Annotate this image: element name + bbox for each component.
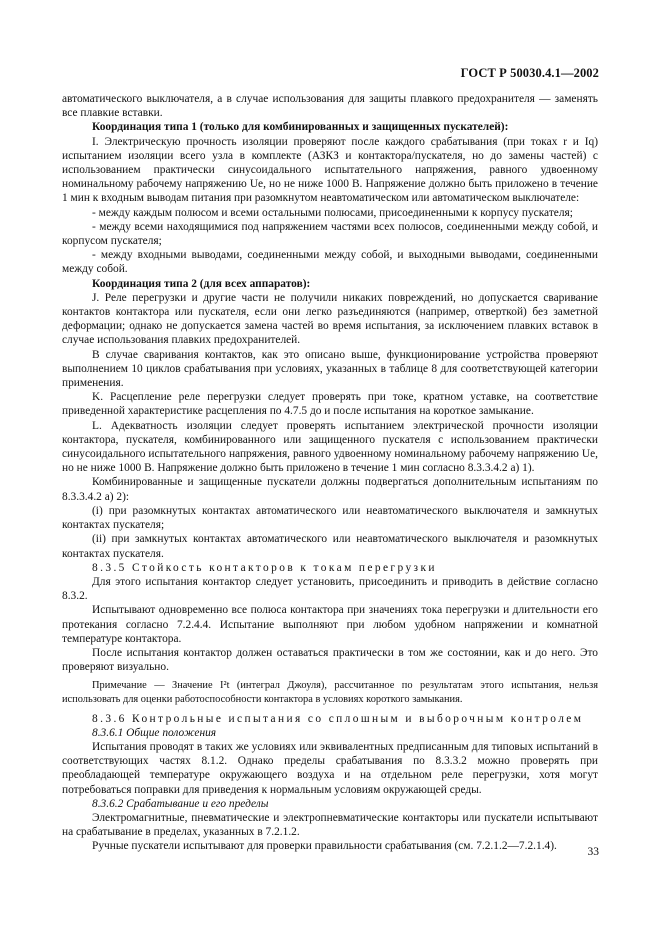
paragraph: I. Электрическую прочность изоляции проверяют после каждого срабатывания (при токах r и Iq) испытанием изоляции всего узла в комплекте (АЗКЗ и контактора/пускателя, но до замены частей) с использованием практически синусоидального испытательного напряжения, равного удвоенному номинальному рабочему напряжению Ue, но не ниже 1000 В. Напряжение должно быть приложено в течение 1 мин к входным выводам питания при разомкнутом неавтоматическом или автоматическом выключателе: <box>62 135 598 205</box>
paragraph: автоматического выключателя, а в случае использования для защиты плавкого предохранителя — заменять все плавкие вставки. <box>62 93 598 120</box>
document-header: ГОСТ Р 50030.4.1—2002 <box>460 66 599 80</box>
paragraph: Для этого испытания контактор следует установить, присоединить и приводить в действие согласно 8.3.2. <box>62 575 598 603</box>
clause-heading: 8.3.6 Контрольные испытания со сплошным и выборочным контролем <box>92 712 584 725</box>
subclause-heading-text: 8.3.6.2 Срабатывание и его пределы <box>92 797 269 810</box>
list-item: - между каждым полюсом и всеми остальными полюсами, присоединенными к корпусу пускателя; <box>92 206 573 219</box>
paragraph: Ручные пускатели испытывают для проверки правильности срабатывания (см. 7.2.1.2—7.2.1.4). <box>92 840 557 853</box>
paragraph: В случае сваривания контактов, как это описано выше, функционирование устройства проверяют выполнением 10 циклов срабатывания при условиях, указанных в таблице 8 для соответствующей категории применения. <box>62 348 598 390</box>
note: Примечание — Значение I²t (интеграл Джоуля), рассчитанное по результатам этого испытания, нельзя использовать для оценки работоспособности контактора в условиях короткого замыкания. <box>62 680 598 705</box>
subclause-heading <box>62 726 598 740</box>
document-body <box>62 92 598 854</box>
section-heading: Координация типа 1 (только для комбинированных и защищенных пускателей): <box>92 121 509 134</box>
paragraph: Электромагнитные, пневматические и электропневматические контакторы или пускатели испытывают на срабатывание в пределах, указанных в 7.2.1.2. <box>62 811 598 839</box>
list-item: - между всеми находящимися под напряжением частями всех полюсов, соединенными между собой, и корпусом пускателя; <box>62 220 598 248</box>
paragraph: J. Реле перегрузки и другие части не получили никаких повреждений, но допускается сваривание контактов контактора или пускателя, если они легко разъединяются (например, отверткой) без заметной деформации; однако не допускается замена частей во время испытания, за исключением плавких вставок в случае использования плавких предохранителей. <box>62 291 598 347</box>
clause-heading: 8.3.5 Стойкость контакторов к токам перегрузки <box>92 561 437 574</box>
paragraph: L. Адекватность изоляции следует проверять испытанием электрической прочности изоляции контактора, пускателя, комбинированного или защищенного пускателя с использованием практически синусоидального испытательного напряжения, равного удвоенному номинальному рабочему напряжению Ue, но не ниже 1000 В. Напряжение должно быть приложено в течение 1 мин согласно 8.3.3.4.2 а) 1). <box>62 419 598 475</box>
paragraph: Испытания проводят в таких же условиях или эквивалентных предписанным для типовых испытаний в соответствующих частях 8.1.2. Однако пределы срабатывания по 8.3.3.2 можно проверять при преобладающей температуре окружающего воздуха и на отдельном реле перегрузки, хотя могут потребоваться поправки для приведения к нормальным условиям окружающей среды. <box>62 740 598 796</box>
paragraph: Испытывают одновременно все полюса контактора при значениях тока перегрузки и длительности его протекания согласно 7.2.4.4. Испытание выполняют при любом удобном напряжении и комнатной температуре контактора. <box>62 604 598 645</box>
paragraph: K. Расцепление реле перегрузки следует проверять при токе, кратном уставке, на соответствие приведенной характеристике расцепления по 4.7.5 до и после испытания на короткое замыкание. <box>62 391 598 418</box>
subclause-heading <box>62 797 598 811</box>
list-item: - между входными выводами, соединенными между собой, и выходными выводами, соединенными между собой. <box>62 249 598 276</box>
page-number: 33 <box>587 846 599 858</box>
list-item: (i) при разомкнутых контактах автоматического или неавтоматического выключателя и замкнутых контактах пускателя; <box>62 504 598 532</box>
paragraph: После испытания контактор должен оставаться практически в том же состоянии, как и до него. Это проверяют визуально. <box>62 646 598 674</box>
paragraph: Комбинированные и защищенные пускатели должны подвергаться дополнительным испытаниям по 8.3.3.4.2 а) 2): <box>62 476 598 503</box>
subclause-heading-text: 8.3.6.1 Общие положения <box>92 726 217 739</box>
section-heading: Координация типа 2 (для всех аппаратов): <box>92 277 311 290</box>
list-item: (ii) при замкнутых контактах автоматического или неавтоматического выключателя и разомкнутых контактах пускателя. <box>62 533 598 560</box>
